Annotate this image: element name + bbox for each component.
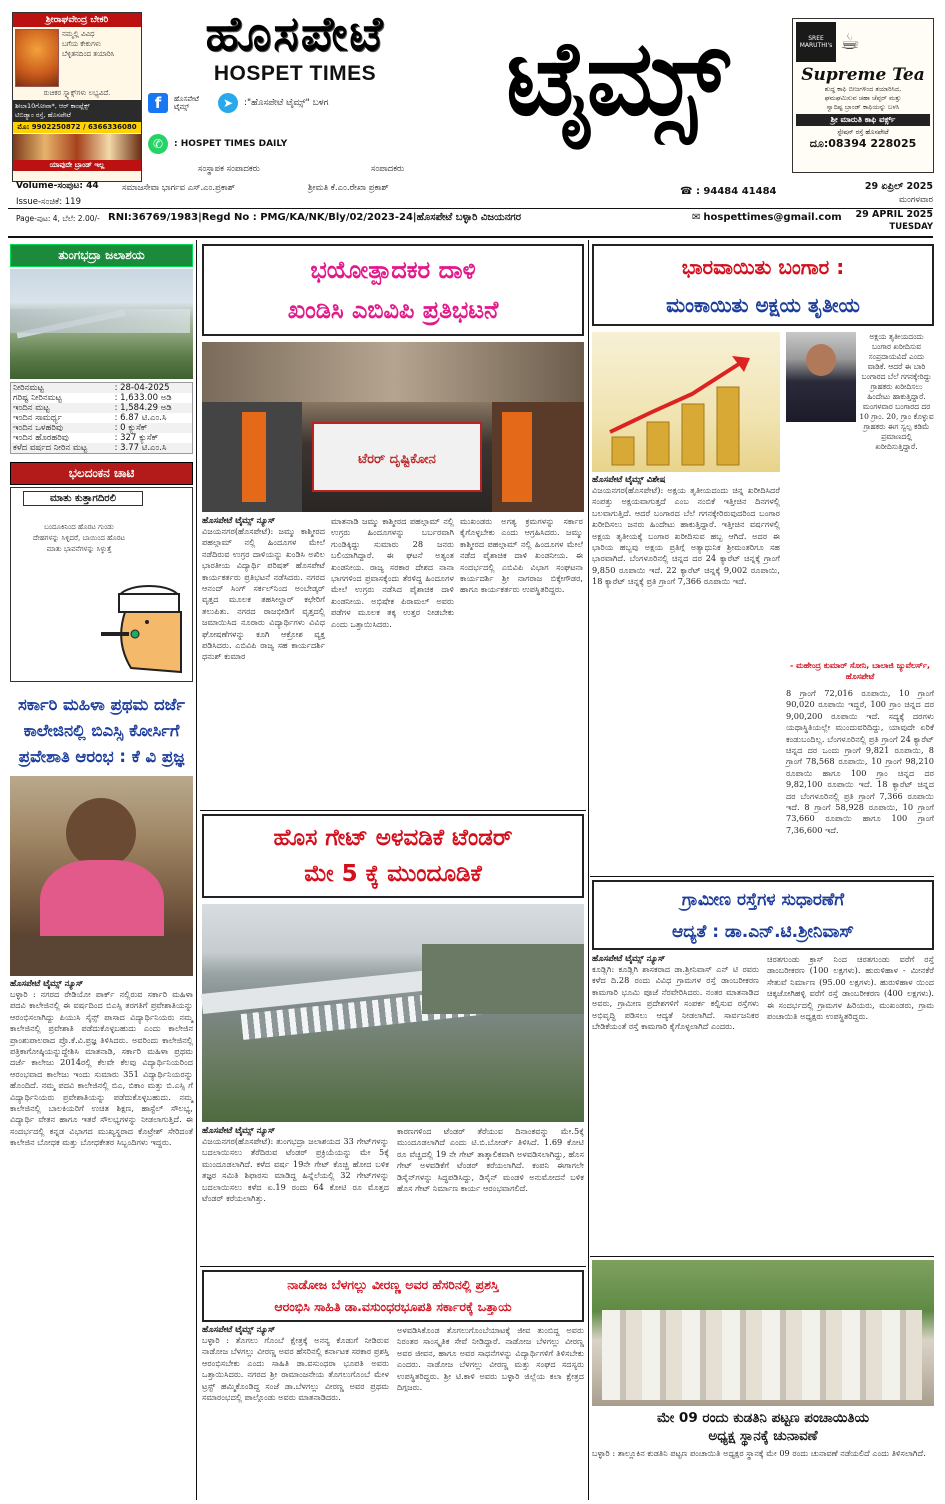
- gold-headline-1: ಭಾರವಾಯಿತು ಬಂಗಾರ :: [681, 255, 845, 279]
- gate-story: [202, 814, 584, 1266]
- dam-row-label: ಕಳೆದ ವರ್ಷದ ನೀರಿನ ಮಟ್ಟ: [13, 443, 88, 453]
- ad-tag: ಯಾವುದೇ ಬ್ರಾಂಡ್ ಇಲ್ಲ: [13, 160, 141, 171]
- dam-row: [11, 433, 193, 443]
- mail-icon: ✉: [692, 212, 701, 223]
- tea-company: ಶ್ರೀ ಮಾರುತಿ ಕಾಫಿ ವರ್ಕ್ಸ್: [796, 114, 930, 126]
- dam-row-label: ಇಂದಿನ ಮಟ್ಟ: [13, 403, 50, 413]
- gate-col-1: ವಿಜಯನಗರ(ಹೊಸಪೇಟೆ): ತುಂಗಭದ್ರಾ ಜಲಾಶಯದ 33 ಗೇಟ್‌ಗಳನ್ನು ಬದಲಾಯಿಸಲು ತೆರೆದಿರುವ ಟೆಂಡರ್ ಪ್ರಕ್ರಿಯೆಯನ್ನು ಮೇ 5ಕ್ಕೆ ಮುಂದೂಡಲಾಗಿದೆ. ಕಳೆದ ವರ್ಷ 19ನೇ ಗೇಟ್ ಕೊಚ್ಚಿ ಹೋದ ಬಳಿಕ ತಜ್ಞರ ಸಮಿತಿ ಶಿಫಾರಸು ಮಾಡಿದ್ದ ಹಿನ್ನೆಲೆಯಲ್ಲಿ 32 ಗೇಟ್‌ಗಳನ್ನು ಬದಲಾಯಿಸಲು ಕಳೆದ ಏ.19 ರಂದು 64 ಕೋಟಿ ರೂ ಮೊತ್ತದ ಟೆಂಡರ್ ಕರೆಯಲಾಗಿತ್ತು.: [202, 1136, 389, 1204]
- sidebar: [10, 244, 193, 1500]
- kudathini-caption-2: ಅಧ್ಯಕ್ಷ ಸ್ಥಾನಕ್ಕೆ ಚುನಾವಣೆ: [708, 1428, 818, 1444]
- roads-headline-box: [592, 880, 934, 950]
- protest-banner-text: ಟೆರರ್ ದೃಷ್ಟಿಕೋನ: [358, 452, 436, 467]
- tea-name: Supreme Tea: [801, 65, 925, 85]
- whatsapp-row: [148, 133, 287, 155]
- award-headline-1: ನಾಡೋಜ ಬೆಳಗಲ್ಲು ವೀರಣ್ಣ ಅವರ ಹೆಸರಿನಲ್ಲಿ ಪ್ರಶಸ್ತಿ: [287, 1277, 499, 1292]
- abvp-byline: ಹೊಸಪೇಟೆ ಟೈಮ್ಸ್ ನ್ಯೂಸ್: [202, 516, 276, 526]
- dam-row-label: ಗರಿಷ್ಟ ನೀರಿನಮಟ್ಟ: [13, 393, 62, 403]
- award-headline-2: ಆರಂಭಿಸಿ ಸಾಹಿತಿ ಡಾ.ವಸುಂಧರಭೂಪತಿ ಸರ್ಕಾರಕ್ಕೆ ಒತ್ತಾಯ: [274, 1299, 512, 1314]
- deity-image: [15, 29, 59, 87]
- kudathini-story: [592, 1260, 934, 1500]
- roads-byline: ಹೊಸಪೇಟೆ ಟೈಮ್ಸ್ ನ್ಯೂಸ್: [592, 954, 666, 964]
- dam-table: [10, 382, 193, 454]
- women-college-byline: ಹೊಸಪೇಟೆ ಟೈಮ್ಸ್ ನ್ಯೂಸ್: [10, 979, 84, 989]
- award-byline: ಹೊಸಪೇಟೆ ಟೈಮ್ಸ್ ನ್ಯೂಸ್: [202, 1325, 276, 1335]
- gate-headline-1: ಹೊಸ ಗೇಟ್ ಅಳವಡಿಕೆ ಟೆಂಡರ್: [273, 825, 513, 851]
- gate-headline-2: ಮೇ 5 ಕ್ಕೆ ಮುಂದೂಡಿಕೆ: [304, 861, 482, 887]
- abvp-headline-1: ಭಯೋತ್ಪಾದಕರ ದಾಳಿ: [310, 256, 476, 284]
- gold-quote-by: - ಮಹೇಂದ್ರ ಕುಮಾರ್ ಸೋನಿ, ಬಾಲಾಜಿ ಜ್ಯುವೆಲರ್ಸ್, ಹೊಸಪೇಟೆ: [789, 661, 931, 681]
- founder-label: ಸಂಸ್ಥಾಪಕ ಸಂಪಾದಕರು: [198, 164, 260, 174]
- right-rule-2: [590, 1256, 934, 1257]
- dam-photo: [10, 269, 193, 379]
- ad-bakery-title: ಶ್ರೀರಾಘವೇಂದ್ರ ಬೇಕರಿ: [13, 13, 141, 27]
- gold-col-1: ವಿಜಯನಗರ(ಹೊಸಪೇಟೆ): ಅಕ್ಷಯ ತೃತೀಯದಂದು ಚಿನ್ನ ಖರೀದಿಸಿದರೆ ಸಂಪತ್ತು ಅಕ್ಷಯವಾಗುತ್ತದೆ ಎಂಬ ನಂಬಿಕೆ ಇತ್ತೀಚಿನ ದಿನಗಳಲ್ಲಿ ಬಲವಾಗುತ್ತಿದೆ. ಆದರೆ ಬಂಗಾರದ ಬೆಲೆ ಗಗನಕ್ಕೇರಿರುವುದರಿಂದ ಬಂಗಾರ ಖರೀದಿಸಲು ಜನರು ಹಿಂದೇಟು ಹಾಕುತ್ತಿದ್ದಾರೆ. ಇತ್ತೀಚಿನ ವರ್ಷಗಳಲ್ಲಿ ಅಕ್ಷಯ ತೃತೀಯಕ್ಕೆ ಬಂಗಾರ ಖರೀದಿಸುವ ಹಬ್ಬ ಆಗಿದೆ. ಅದರ ಈ ಭಾರಿಯ ಹಬ್ಬವು ಅಕ್ಷಯ ಪ್ರತಿಗ್ಗೆ ಅತ್ಯಾಧುನಿಕ ಶ್ರೀಮಂತರಿಗೂ ಸಹ ಭಾರವಾಗಿದೆ. ಬೆಂಗಳೂರಿನಲ್ಲಿ ಚಿನ್ನದ ದರ 24 ಕ್ಯಾರೆಟ್ ಚಿನ್ನಕ್ಕೆ ಗ್ರಾಂಗೆ 9,850 ರೂಪಾಯಿ ಇದೆ. 22 ಕ್ಯಾರೆಟ್ ಚಿನ್ನಕ್ಕೆ 9,002 ರೂಪಾಯಿ, 18 ಕ್ಯಾರೆಟ್ ಚಿನ್ನಕ್ಕೆ ಪ್ರತಿ ಗ್ರಾಂಗೆ 7,366 ರೂಪಾಯಿ ಇದೆ.: [592, 485, 780, 587]
- dam-row-label: ಇಂದಿನ ಹೊರಹರಿವು: [13, 433, 69, 443]
- facebook-icon[interactable]: f: [148, 93, 168, 113]
- roads-headline-2: ಆದ್ಯತೆ : ಡಾ.ಎನ್.ಟಿ.ಶ್ರೀನಿವಾಸ್: [672, 922, 854, 942]
- whatsapp-icon[interactable]: ✆: [148, 134, 168, 154]
- dam-row: [11, 443, 193, 454]
- dam-row-label: ಇಂದಿನ ಸಾಮರ್ಥ್ಯ: [13, 413, 62, 423]
- dam-title: ತುಂಗಭದ್ರಾ ಜಲಾಶಯ: [10, 244, 193, 267]
- email[interactable]: hospettimes@gmail.com: [703, 212, 842, 223]
- gold-col-2: 8 ಗ್ರಾಂಗೆ 72,016 ರೂಪಾಯಿ, 10 ಗ್ರಾಂಗೆ 90,020 ರೂಪಾಯಿ ಇದ್ದರೆ, 100 ಗ್ರಾಂ ಚಿನ್ನದ ದರ 9,00,200 ರೂಪಾಯಿ ಇದೆ. ಸದ್ಯಕ್ಕೆ ದರಗಳು ಯಥಾಸ್ಥಿತಿಯಲ್ಲೇ ಮುಂದುವರಿದಿದ್ದು, ಯಾವುದೇ ಏರಿಕೆ ಕಂಡುಬಂದಿಲ್ಲ. ಬೆಂಗಳೂರಿನಲ್ಲಿ ಪ್ರತಿ ಗ್ರಾಂಗೆ 24 ಕ್ಯಾರೆಟ್ ಚಿನ್ನದ ದರ ಒಂದು ಗ್ರಾಂಗೆ 9,821 ರೂಪಾಯಿ, 8 ಗ್ರಾಂಗೆ 78,568 ರೂಪಾಯಿ, 10 ಗ್ರಾಂಗೆ 98,210 ರೂಪಾಯಿ ಹಾಗೂ 100 ಗ್ರಾಂ ಚಿನ್ನದ ದರ 9,82,100 ರೂಪಾಯಿ ಇದೆ. 18 ಕ್ಯಾರೆಟ್ ಚಿನ್ನದ ದರ ಬೆಂಗಳೂರಿನಲ್ಲಿ ಪ್ರತಿ ಗ್ರಾಂಗೆ 7,366 ರೂಪಾಯಿ ಇದೆ. 8 ಗ್ರಾಂಗೆ 58,928 ರೂಪಾಯಿ, 10 ಗ್ರಾಂಗೆ 73,660 ರೂಪಾಯಿ ಹಾಗೂ 100 ಗ್ರಾಂಗೆ 7,36,600 ಇದೆ.: [786, 688, 934, 835]
- dam-row-value: : 1,584.29 ಅಡಿ: [114, 403, 172, 413]
- title-kannada-big: ಟೈಮ್ಸ್: [506, 17, 726, 139]
- ad-bakery: [12, 12, 142, 182]
- masthead: [0, 0, 945, 240]
- gate-headline-box: [202, 814, 584, 898]
- volume: Volume-ಸಂಪುಟ: 44: [16, 181, 99, 191]
- abvp-col-1: ವಿಜಯನಗರ(ಹೊಸಪೇಟೆ): ಜಮ್ಮು ಕಾಶ್ಮೀರದ ಪಹಲ್ಗಾಮ್ ನಲ್ಲಿ ಹಿಂದೂಗಳ ಮೇಲೆ ನಡೆದಿರುವ ಉಗ್ರರ ದಾಳಿಯನ್ನು ಖಂಡಿಸಿ ಅಖಿಲ ಭಾರತೀಯ ವಿದ್ಯಾರ್ಥಿ ಪರಿಷತ್ ಹೊಸಪೇಟೆ ಕಾರ್ಯಕರ್ತರು ಪ್ರತಿಭಟನೆ ನಡೆಸಿದರು. ನಗರದ ಆನಂದ್ ಸಿಂಗ್ ಸರ್ಕಲ್‌ನಿಂದ ಅಂಬೇಡ್ಕರ್ ವೃತ್ತದ ಮೂಲಕ ತಹಸೀಲ್ದಾರ್ ಕಛೇರಿಗೆ ತಲುಪಿತು. ನಗರದ ರಾಜಭೀಡಿಗೆ ವೃತ್ತದಲ್ಲಿ ಜಮಾಯಿಸಿದ ನೂರಾರು ವಿದ್ಯಾರ್ಥಿಗಳು ವಿವಿಧ ಘೋಷಣೆಗಳನ್ನು ಕೂಗಿ ಆಕ್ರೋಶ ವ್ಯಕ್ತ ಪಡಿಸಿದರು. ಎಬಿವಿಪಿ ರಾಜ್ಯ ಸಹ ಕಾರ್ಯದರ್ಶಿ ಧನುಶ್ ಕುಮಾರ: [202, 526, 325, 662]
- tea-logo: SREE MARUTHI's: [796, 22, 836, 62]
- issue: Issue-ಸಂಚಿಕೆ: 119: [16, 197, 81, 207]
- facebook-label: ಹೊಸಪೇಟೆ ಟೈಮ್ಸ್: [174, 95, 199, 111]
- tea-address: ಸ್ಟೇಷನ್ ರಸ್ತೆ ಹೊಸಪೇಟೆ: [837, 128, 889, 136]
- roads-headline-1: ಗ್ರಾಮೀಣ ರಸ್ತೆಗಳ ಸುಧಾರಣೆಗೆ: [681, 890, 845, 910]
- dam-row-value: : 327 ಕ್ಯುಸೆಕ್: [114, 433, 159, 443]
- abvp-headline-box: [202, 244, 584, 336]
- cartoon-bubble: ಬಂದೂಕಿನಿಂದ ಹೊರಟ ಗುಂಡು ದೇಹಗಳನ್ನು ಸಿಳ್ಳಿದರೆ, ಬಾಯಿಂದ ಹೊರಟ ಮಾತು ಭಾವನೆಗಳನ್ನು ಸಿಳ್ಳುತ್ತೆ: [33, 523, 125, 553]
- abvp-story: [202, 244, 584, 812]
- day-kannada: ಮಂಗಳವಾರ: [898, 195, 933, 205]
- gold-byline: ಹೊಸಪೇಟೆ ಟೈಮ್ಸ್ ವಿಶೇಷ: [592, 475, 666, 485]
- cartoon-figure: [71, 572, 187, 678]
- title-english: HOSPET TIMES: [213, 62, 377, 85]
- gold-quote-intro: [859, 332, 934, 451]
- dam-row: [11, 393, 193, 403]
- kudathini-photo: [592, 1260, 934, 1406]
- day-english: TUESDAY: [889, 222, 933, 232]
- dam-row-label: ನೀರಿನಮಟ್ಟ: [13, 383, 44, 393]
- date-english: 29 APRIL 2025: [855, 209, 933, 220]
- masthead-bottom-rule: [8, 236, 933, 238]
- email-row: [692, 212, 842, 223]
- telegram-icon[interactable]: ➤: [218, 93, 238, 113]
- women-college-headline: ಸರ್ಕಾರಿ ಮಹಿಳಾ ಪ್ರಥಮ ದರ್ಜೆ ಕಾಲೇಜಿನಲ್ಲಿ ಬಿಎಸ್ಸಿ ಕೋರ್ಸಿಗೆ ಪ್ರವೇಶಾತಿ ಆರಂಭ : ಕೆ ವಿ ಪ್ರಜ್ಞ: [18, 695, 185, 766]
- ad-line-2: ಬಗೆಯ ಕೇಕುಗಳು: [62, 40, 101, 48]
- center-rule-1: [200, 810, 586, 811]
- award-headline-box: [202, 1270, 584, 1322]
- gold-quote-start: ಅಕ್ಷಯ ತೃತೀಯದಂದು ಬಂಗಾರ ಖರೀದಿಸುವ ಸಂಪ್ರದಾಯವಿದೆ ಎಂದು ವಾಡಿಕೆ. ಆದರೆ ಈ ಬಾರಿ ಬಂಗಾರದ ಬೆಲೆ ಗಗನಕ್ಕೇರಿದ್ದು ಗ್ರಾಹಕರು ಖರೀದಿಸಲು ಹಿಂದೇಟು ಹಾಕುತ್ತಿದ್ದಾರೆ. ಮಂಗಳವಾರ ಬಂಗಾರದ ದರ 10 ಗ್ರಾಂ. 20, ಗ್ರಾಂ ಕೊಳ್ಳುವ ಗ್ರಾಹಕರು ಈಗ ಸ್ವಲ್ಪ ಕಡಿಮೆ ಪ್ರಮಾಣದಲ್ಲಿ ಖರೀದಿಸುತ್ತಿದ್ದಾರೆ.: [859, 332, 934, 451]
- principal-photo: [10, 776, 193, 976]
- gold-headline-box: [592, 244, 934, 326]
- dam-row-value: : 0 ಕ್ಯುಸೆಕ್: [114, 423, 148, 433]
- date-kannada: 29 ಏಪ್ರಿಲ್ 2025: [864, 181, 933, 192]
- dam-row-value: : 6.87 ಟಿ.ಎಂ.ಸಿ: [114, 413, 167, 423]
- award-col-2: ಅಳವಡಿಸಿಕೊಂಡ ತೊಗಲುಗೊಂಬೆಯಾಟಕ್ಕೆ ಜೀವ ತುಂಬಿದ್ದ ಅವರು ನಿರಂತರ ಸಾಂಸ್ಕೃತಿಕ ಸೇವೆ ನೀಡಿದ್ದಾರೆ. ನಾಡೋಜ ಬೆಳಗಲ್ಲು ವೀರಣ್ಣ ಅವರ ಜೀವನ, ಹಾಗೂ ಅವರ ಸಾಧನೆಗಳನ್ನು ವಿದ್ಯಾರ್ಥಿಗಳಿಗೆ ತಿಳಿಸಬೇಕು ಎಂದರು. ನಾಡೋಜ ಬೆಳಗಲ್ಲು ವೀರಣ್ಣ ಮತ್ತು ಸಂಘದ ಸದಸ್ಯರು ಉಪಸ್ಥಿತರಿದ್ದರು. ಶ್ರೀ ಟಿ.ಕಾಳಿ ಅವರು ಬಳ್ಳಾರಿ ಜಿಲ್ಲೆಯ ಕಲಾ ಕ್ಷೇತ್ರದ ದಿಗ್ಗಜರು.: [397, 1325, 584, 1393]
- telegram-label: :"ಹೊಸಪೇಟೆ ಟೈಮ್ಸ್" ಬಳಗ: [244, 98, 329, 108]
- tea-line-3: ಸ್ವಾದಿಷ್ಟ ಬ್ರಾಂಡ್ ಕಾಫಿಯನ್ನು ಬಳಸಿ: [826, 103, 900, 111]
- cakes-image: [13, 134, 141, 160]
- phone: ☎ : 94484 41484: [680, 186, 777, 197]
- dam-row: [11, 423, 193, 433]
- title-kannada: ಹೊಸಪೇಟೆ: [205, 6, 385, 62]
- ad-line-3: ಬೆಳ್ಳಿತನದಿಂದ ತಯಾರಿಸಿ: [62, 50, 115, 58]
- right-rule-1: [590, 876, 934, 877]
- gold-headline-2: ಮಂಕಾಯಿತು ಅಕ್ಷಯ ತೃತೀಯ: [666, 293, 860, 317]
- ad-line-1: ನಮ್ಮಲ್ಲಿ ವಿವಿಧ: [62, 30, 95, 38]
- award-story: [202, 1270, 584, 1500]
- abvp-col-2: ಮಾತನಾಡಿ ಜಮ್ಮು ಕಾಶ್ಮೀರದ ಪಹಲ್ಗಾಮ್ ನಲ್ಲಿ ಉಗ್ರರು ಹಿಂದೂಗಳನ್ನು ಬರ್ಬರವಾಗಿ ಗುಂಡಿಕ್ಕಿದ್ದು ಸುಮಾರು 28 ಜನರು ಬಲಿಯಾಗಿದ್ದಾರೆ. ಈ ಘಟನೆ ಅತ್ಯಂತ ಖಂಡನೀಯ. ರಾಜ್ಯ ಸರಕಾರ ದೇಶದ ನಾನಾ ಭಾಗಗಳಿಂದ ಪ್ರವಾಸಕ್ಕೆಂದು ತೆರಳಿದ್ದ ಹಿಂದೂಗಳ ಮೇಲೆ ಉಗ್ರರು ನಡೆಸಿದ ಪೈಶಾಚಿಕ ದಾಳಿ ಖಂಡನೀಯ. ಅಭಿಷೇಕ ಪಿರಾಮಲ್ ಅವರು ಪಡೆಗಳ ಮೂಲಕ ತಕ್ಕ ಉತ್ತರ ನೀಡಬೇಕು ಎಂದು ಒತ್ತಾಯಿಸಿದರು.: [331, 516, 454, 629]
- gold-coins-image: [592, 332, 780, 472]
- award-col-1: ಬಳ್ಳಾರಿ : ತೊಗಲು ಗೊಂಬೆ ಕ್ಷೇತ್ರಕ್ಕೆ ಅನನ್ಯ ಕೊಡುಗೆ ನೀಡಿರುವ ನಾಡೋಜ ಬೆಳಗಲ್ಲು ವೀರಣ್ಣ ಅವರ ಹೆಸರಿನಲ್ಲಿ ಕರ್ನಾಟಕ ಸರಕಾರ ಪ್ರಶಸ್ತಿ ಆರಂಭಿಸಬೇಕು ಎಂದು ಸಾಹಿತಿ ಡಾ.ವಸುಂಧರಾ ಭೂಪತಿ ಅವರು ಒತ್ತಾಯಿಸಿದರು. ನಗರದ ಶ್ರೀ ರಾಮಾಂಜನೇಯ ತೊಗಲುಗೊಂಬೆ ಮೇಳ ಟ್ರಸ್ಟ್ ಹಮ್ಮಿಕೊಂಡಿದ್ದ ಸಂಜೆ ಡಾ.ಬೆಳಗಲ್ಲು ವೀರಣ್ಣ ಅವರ ಪ್ರಥಮ ಸಮಾರಂಭದಲ್ಲಿ ಪಾಲ್ಗೊಂಡು ಅವರು ಮಾತನಾಡಿದರು.: [202, 1335, 389, 1403]
- abvp-col-3: ಮುಖಂಡರು ಅಗತ್ಯ ಕ್ರಮಗಳನ್ನು ಸರ್ಕಾರ ಕೈಗೊಳ್ಳಬೇಕು ಎಂದು ಆಗ್ರಹಿಸಿದರು. ಜಮ್ಮು ಕಾಶ್ಮೀರದ ಪಹಲ್ಗಾಮ್ ನಲ್ಲಿ ಹಿಂದೂಗಳ ಮೇಲೆ ನಡೆದ ಪೈಶಾಚಿಕ ದಾಳಿ ಖಂಡನೀಯ. ಈ ಸಂದರ್ಭದಲ್ಲಿ ಎಬಿವಿಪಿ ವಿಭಾಗ ಸಂಘಟನಾ ಕಾರ್ಯದರ್ಶಿ ಶ್ರೀ ನಾಗರಾಜ ಬಿಕ್ಕೇಗೌಡರ, ಹಾಗೂ ಕಾರ್ಯಕರ್ತರು ಉಪಸ್ಥಿತರಿದ್ದರು.: [460, 516, 583, 595]
- kudathini-caption-1: ಮೇ 09 ರಂದು ಕುಡತಿನಿ ಪಟ್ಟಣ ಪಂಚಾಯಿತಿಯ: [656, 1410, 870, 1426]
- tea-cup-icon: ☕: [840, 29, 860, 55]
- jeweller-photo: [786, 332, 856, 422]
- gold-chart-graphic: [592, 332, 780, 472]
- cartoon-subtitle: ಮಾತು ಕುತ್ತಾಗದಿರಲಿ: [23, 491, 143, 506]
- registration: RNI:36769/1983|Regd No : PMG/KA/NK/Bly/02/2023-24|ಹೊಸಪೇಟೆ ಬಳ್ಳಾರಿ ವಿಜಯನಗರ: [108, 212, 521, 223]
- roads-col-1: ಕೂಡ್ಲಿಗಿ: ಕೂಡ್ಲಿಗಿ ಶಾಸಕರಾದ ಡಾ.ಶ್ರೀನಿವಾಸ್ ಎನ್ ಟಿ ರವರು ಕಳೆದ ದಿ.28 ರಂದು ವಿವಿಧ ಗ್ರಾಮಗಳ ರಸ್ತೆ ಡಾಂಬರೀಕರಣ ಕಾಮಗಾರಿ ಭೂಮಿ ಪೂಜೆ ನೆರವೇರಿಸಿದರು. ನಂತರ ಮಾತನಾಡಿದ ಅವರು, ಗ್ರಾಮೀಣ ಪ್ರದೇಶಗಳಿಗೆ ಸಂಪರ್ಕ ಕಲ್ಪಿಸುವ ರಸ್ತೆಗಳು ಅಭಿವೃದ್ಧಿ ಪಡಿಸಲು ಆದ್ಯತೆ ನೀಡಲಾಗಿದೆ. ಸಾರ್ವಜನಿಕರ ಬೇಡಿಕೆಯಂತೆ ರಸ್ತೆ ಕಾಮಗಾರಿ ಕೈಗೊಳ್ಳಲಾಗಿದೆ ಎಂದರು.: [592, 964, 759, 1032]
- cartoon-title: ಭಲದಂಕನ ಚಾಟಿ: [10, 462, 193, 485]
- roads-story: [592, 880, 934, 1255]
- gate-col-2: ಕಾರಣಗಳಿಂದ ಟೆಂಡರ್ ತೆರೆಯುವ ದಿನಾಂಕವನ್ನು ಮೇ.5ಕ್ಕೆ ಮುಂದೂಡಲಾಗಿದೆ ಎಂದು ಟಿ.ಬಿ.ಬೋರ್ಡ್ ತಿಳಿಸಿದೆ. 1.69 ಕೋಟಿ ರೂ ವೆಚ್ಚದಲ್ಲಿ 19 ನೇ ಗೇಟ್ ತಾತ್ಕಾಲಿಕವಾಗಿ ಅಳವಡಿಸಲಾಗಿದ್ದು, ಹೊಸ ಗೇಟ್ ಅಳವಡಿಕೆಗೆ ಟೆಂಡರ್ ಕರೆಯಲಾಗಿದೆ. ಕಂಪನಿ ಈಗಾಗಲೇ ಡಿಸೈನ್‌ಗಳನ್ನು ಸಿದ್ಧಪಡಿಸಿದ್ದು, ಡಿಸೈನ್ ಮಂಡಳಿ ಅನುಮೋದನೆ ಬಳಿಕ ಹೊಸ ಗೇಟ್ ನಿರ್ಮಾಣ ಕಾರ್ಯ ಆರಂಭವಾಗಲಿದೆ.: [397, 1126, 584, 1194]
- column-rule-1: [196, 240, 197, 1500]
- whatsapp-label: : HOSPET TIMES DAILY: [174, 139, 288, 149]
- ad-line-4: ರುಚಿಕರ ಸ್ನ್ಯಾಕ್ಸ್‌ಗಳು ಲಭ್ಯವಿದೆ.: [43, 89, 111, 97]
- tea-line-2: ಘಮಘಮಿಸುವ ಚಹಾ ಚೆಪ್ಪರ್ ಮತ್ತು: [824, 94, 902, 102]
- dam-row: [11, 383, 193, 394]
- ad-addr-1: ಶೀಲಾ10ಗೋವಾ*, ಆರ್ ಕಾಂಪ್ಲೆಕ್ಸ್: [15, 102, 90, 110]
- abvp-headline-2: ಖಂಡಿಸಿ ಎಬಿವಿಪಿ ಪ್ರತಿಭಟನೆ: [287, 296, 499, 324]
- dam-row-label: ಇಂದಿನ ಒಳಹರಿವು: [13, 423, 63, 433]
- cartoon-box: [10, 487, 193, 682]
- center-rule-2: [200, 1266, 586, 1267]
- dam-gates-photo: [202, 904, 584, 1122]
- pages-price: Page-ಪುಟ: 4, ಬೆಲೆ: 2.00/-: [16, 214, 100, 223]
- dam-row-value: : 1,633.00 ಅಡಿ: [114, 393, 172, 403]
- ad-tea: [792, 18, 934, 173]
- social-row: [148, 92, 448, 114]
- dam-row-value: : 28-04-2025: [114, 383, 170, 393]
- tea-line-1: ಶುದ್ಧ ಕಾಫಿ ಬೀಜಗಳಿಂದ ತಯಾರಿಸಿದ,: [824, 85, 902, 93]
- dam-row: [11, 403, 193, 413]
- tea-phone: ದೂ:08394 228025: [809, 137, 917, 150]
- women-college-body: ಬಳ್ಳಾರಿ : ನಗರದ ರೇಡಿಯೋ ಪಾರ್ಕ್ ನಲ್ಲಿರುವ ಸರ್ಕಾರಿ ಮಹಿಳಾ ಪದವಿ ಕಾಲೇಜಿನಲ್ಲಿ ಈ ವರ್ಷದಿಂದ ಬಿಎಸ್ಸಿ ತರಗತಿಗೆ ಪ್ರವೇಶಾತಿಯನ್ನು ಆರಂಭಿಸಲಾಗಿದ್ದು ಪಿಯುಸಿ ಸೈನ್ಸ್ ಪಾಸಾದ ವಿದ್ಯಾರ್ಥಿನಿಯರು ನಮ್ಮ ಕಾಲೇಜಿನಲ್ಲಿ ಪ್ರವೇಶಾತಿ ಪಡೆದುಕೊಳ್ಳಬಹುದು ಎಂದು ಕಾಲೇಜಿನ ಪ್ರಾಂಶುಪಾಲರಾದ ಪ್ರೊ.ಕೆ.ವಿ.ಪ್ರಜ್ಞ ತಿಳಿಸಿದರು. ಅವರಿಂದು ಕಾಲೇಜಿನಲ್ಲಿ ಪತ್ರಿಕಾಗೋಷ್ಠಿಯನ್ನುದ್ದೇಶಿಸಿ ಮಾತನಾಡಿ, ಸರ್ಕಾರಿ ಮಹಿಳಾ ಪ್ರಥಮ ದರ್ಜೆ ಕಾಲೇಜು 2014ರಲ್ಲಿ ಕೆಲವೇ ಕೆಲವು ವಿದ್ಯಾರ್ಥಿನಿಯರಿಂದ ಆರಂಭವಾದ ಕಾಲೇಜು ಇಂದು ಸುಮಾರು 351 ವಿದ್ಯಾರ್ಥಿನಿಯರನ್ನು ಹೊಂದಿದೆ. ನಮ್ಮ ಪದವಿ ಕಾಲೇಜಿನಲ್ಲಿ ಬಿಎ, ಬಿಕಾಂ ಮತ್ತು ಬಿ.ಎಸ್ಸಿ ಗೆ ವಿದ್ಯಾರ್ಥಿನಿಯರು ಪ್ರವೇಶಾತಿಯನ್ನು ಪಡೆದುಕೊಳ್ಳಬಹುದು. ನಮ್ಮ ಕಾಲೇಜಿನಲ್ಲಿ ಬಾಲಕಿಯರಿಗೆ ಉಚಿತ ಶಿಕ್ಷಣ, ಹಾಸ್ಟೆಲ್ ಸೌಲಭ್ಯ, ವಿದ್ಯಾರ್ಥಿ ವೇತನ ಹಾಗೂ ಇತರೆ ಸೌಲಭ್ಯಗಳನ್ನು ನೀಡಲಾಗುತ್ತಿದೆ. ಈ ಸಂದರ್ಭದಲ್ಲಿ ಕನ್ನಡ ವಿಭಾಗದ ಮುಖ್ಯಸ್ಥರಾದ ಕೊಟ್ರೇಶ್ ಸೇರಿದಂತೆ ಕಾಲೇಜಿನ ಬೋಧಕ ಮತ್ತು ಬೋಧಕೇತರ ಸಿಬ್ಬಂದಿಗಳು ಇದ್ದರು.: [10, 989, 193, 1148]
- founder-name: ಸಮಾಜಸೇವಾ ಭಾರ್ಗವ ಎಸ್.ಎಂ.ಪ್ರಕಾಶ್: [122, 183, 236, 193]
- ad-addr-2: ಟಿಬಿಡ್ಯಾಂ ರಸ್ತೆ, ಹೊಸಪೇಟೆ: [15, 111, 71, 119]
- column-rule-2: [588, 240, 589, 1500]
- dam-row-value: : 3.77 ಟಿ.ಎಂ.ಸಿ: [114, 443, 167, 453]
- roads-col-2: ಚಿರತಗುಂಡು ಕ್ರಾಸ್ ನಿಂದ ಚಿರತಗುಂಡು ವರೆಗೆ ರಸ್ತೆ ಡಾಂಬರೀಕರಣ (100 ಲಕ್ಷಗಳು). ಹುರುಳಿಹಾಳ - ಮೀನಕೆರೆ ಸೇತುವೆ ನಿರ್ಮಾಣ (95.00 ಲಕ್ಷಗಳು). ಹುರುಳಿಹಾಳ ಯಿಂದ ಚಿಕ್ಕಜೋಗಿಹಳ್ಳಿ ವರೆಗೆ ರಸ್ತೆ ಡಾಂಬರೀಕರಣ (400 ಲಕ್ಷಗಳು). ಈ ಸಂದರ್ಭದಲ್ಲಿ ಗ್ರಾಮಗಳ ಹಿರಿಯರು, ಮುಖಂಡರು, ಗ್ರಾಮ ಪಂಚಾಯಿತಿ ಅಧ್ಯಕ್ಷರು ಉಪಸ್ಥಿತರಿದ್ದರು.: [767, 954, 934, 1022]
- dam-row: [11, 413, 193, 423]
- editor-name: ಶ್ರೀಮತಿ ಕೆ.ಎಂ.ರೇಖಾ ಪ್ರಕಾಶ್: [308, 183, 389, 193]
- masthead-rule: [8, 208, 933, 209]
- editor-label: ಸಂಪಾದಕರು: [371, 164, 405, 174]
- gate-byline: ಹೊಸಪೇಟೆ ಟೈಮ್ಸ್ ನ್ಯೂಸ್: [202, 1126, 276, 1136]
- kudathini-body: ಬಳ್ಳಾರಿ : ತಾಲ್ಲೂಕಿನ ಕುಡತಿನಿ ಪಟ್ಟಣ ಪಂಚಾಯಿತಿ ಅಧ್ಯಕ್ಷರ ಸ್ಥಾನಕ್ಕೆ ಮೇ 09 ರಂದು ಚುನಾವಣೆ ನಡೆಯಲಿದೆ ಎಂದು ತಿಳಿಸಲಾಗಿದೆ.: [592, 1448, 926, 1458]
- abvp-protest-photo: [202, 342, 584, 512]
- gold-story: [592, 244, 934, 876]
- ad-phone: ಮೊ: 9902250872 / 6366336080: [13, 122, 141, 133]
